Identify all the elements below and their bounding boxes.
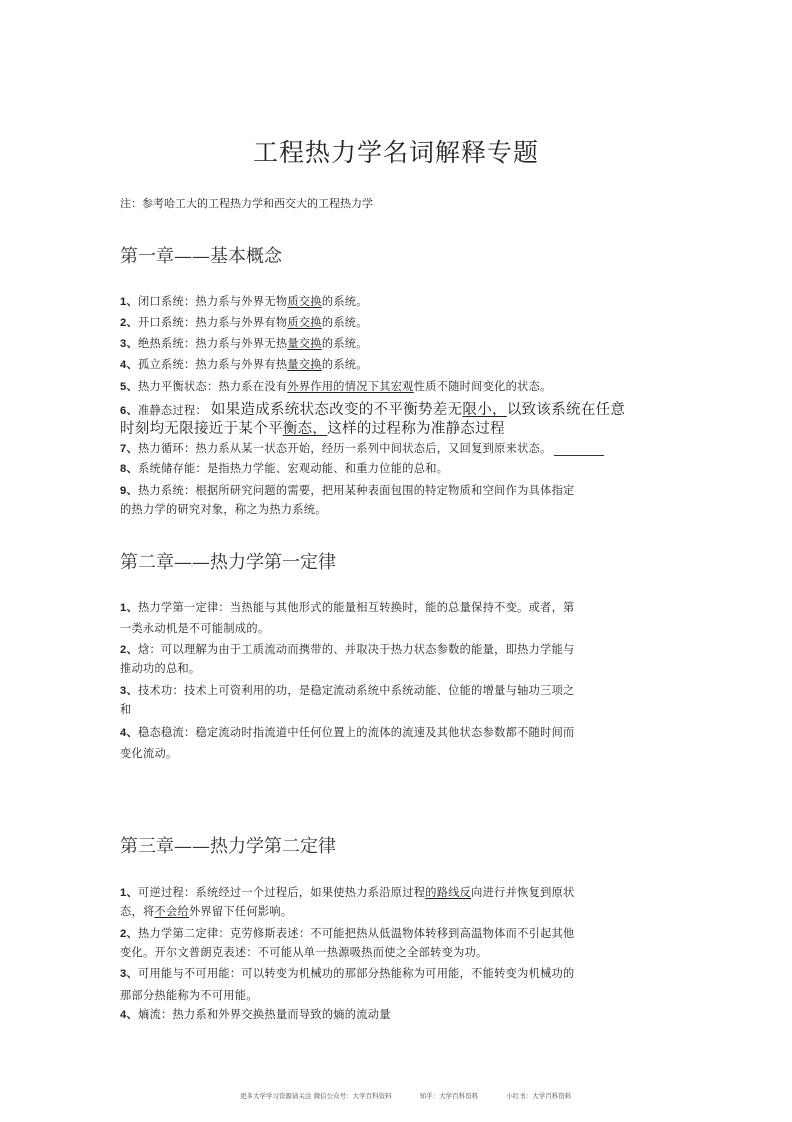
item-number: 6、 xyxy=(120,405,139,417)
definition-text: 向进行并恢复到原状 xyxy=(471,886,575,899)
definition-text: 外界留下任何影响。 xyxy=(188,905,293,918)
definition-text: 技术功：技术上可资利用的功，是稳定流动系统中系统动能、位能的增量与轴功三项之 xyxy=(138,684,575,697)
item-number: 1、 xyxy=(120,602,139,614)
definition-line xyxy=(120,884,575,900)
definition-line xyxy=(120,903,292,919)
page-footer xyxy=(240,1091,597,1100)
definition-text: 系统储存能：是指热力学能、宏观动能、和重力位能的总和。 xyxy=(138,462,449,475)
definition-line xyxy=(120,682,575,698)
definition-text: 可用能与不可用能：可以转变为机械功的那部分热能称为可用能，不能转变为机械功的 xyxy=(138,967,575,980)
underlined-text: 限小， xyxy=(462,402,507,418)
definition-line xyxy=(120,1006,391,1022)
definition-line xyxy=(120,745,177,761)
definition-text: 开口系统：热力系与外界有物 xyxy=(138,316,288,329)
item-number: 2、 xyxy=(120,317,139,329)
definition-text: 以致该系统在任意 xyxy=(506,402,626,418)
definition-text: 时刻均无限接近于某个平 xyxy=(120,421,283,437)
underlined-text: 外界作用的情况下其宏观 xyxy=(287,380,414,393)
definition-line xyxy=(120,293,368,309)
footer-zhihu: 知乎：大学百科资料 xyxy=(419,1092,479,1100)
definition-text: 的热力学的研究对象，称之为热力系统。 xyxy=(120,503,327,516)
item-number: 2、 xyxy=(120,928,139,940)
definition-line xyxy=(120,724,575,740)
definition-line xyxy=(120,501,327,517)
definition-text: 态，将 xyxy=(120,905,155,918)
definition-line xyxy=(120,965,575,981)
definition-text: 绝热系统：热力系与外界无热 xyxy=(138,337,288,350)
definition-text: 性质不随时间变化的状态。 xyxy=(413,380,552,393)
underlined-text: 量交换 xyxy=(287,337,322,350)
item-number: 4、 xyxy=(120,1009,139,1021)
definition-text: 的系统。 xyxy=(321,316,368,329)
chapter-heading: 第三章——热力学第二定律 xyxy=(120,836,336,857)
item-number: 1、 xyxy=(120,296,139,308)
definition-text: 一类永动机是不可能制成的。 xyxy=(120,622,270,635)
definition-text: 准静态过程： xyxy=(138,404,211,417)
definition-line xyxy=(120,378,552,394)
definition-text: 闭口系统：热力系与外界无物 xyxy=(138,295,288,308)
item-number: 9、 xyxy=(120,485,139,497)
definition-text: 推动功的总和。 xyxy=(120,662,201,675)
definition-text: 如果造成系统状态改变的不平衡势差无 xyxy=(210,402,463,418)
underlined-text: 质交换 xyxy=(287,295,322,308)
definition-line xyxy=(120,482,575,498)
definition-text: 热力学第一定律：当热能与其他形式的能量相互转换时，能的总量保持不变。或者，第 xyxy=(138,601,575,614)
definition-text: 这样的过程称为准静态过程 xyxy=(327,421,505,437)
trailing-underline xyxy=(554,454,604,456)
underlined-text: 量交换 xyxy=(287,358,322,371)
definition-line xyxy=(120,620,269,636)
definition-text: 孤立系统：热力系与外界有热 xyxy=(138,358,288,371)
footer-wechat: 更多大学学习资源请关注 微信公众号：大学百科资料 xyxy=(240,1092,392,1100)
definition-text: 那部分热能称为不可用能。 xyxy=(120,989,258,1002)
definition-line xyxy=(120,460,448,476)
definition-text: 的系统。 xyxy=(321,337,368,350)
definition-line xyxy=(120,925,575,941)
definition-text: 的系统。 xyxy=(321,358,368,371)
item-number: 3、 xyxy=(120,685,139,697)
definition-text: 热力平衡状态：热力系在没有 xyxy=(138,380,288,393)
definition-text: 热力循环：热力系从某一状态开始，经历一系列中间状态后，又回复到原来状态。 xyxy=(138,442,552,455)
chapter-heading: 第一章——基本概念 xyxy=(120,246,282,267)
definition-text: 稳态稳流：稳定流动时指流道中任何位置上的流体的流速及其他状态参数都不随时间而 xyxy=(138,726,575,739)
definition-text: 和 xyxy=(120,703,132,716)
item-number: 3、 xyxy=(120,968,139,980)
definition-line xyxy=(120,660,200,676)
definition-text: 焓：可以理解为由于工质流动而携带的、并取决于热力状态参数的能量，即热力学能与 xyxy=(138,643,575,656)
item-number: 2、 xyxy=(120,644,139,656)
definition-line xyxy=(120,701,132,717)
definition-text: 的系统。 xyxy=(321,295,368,308)
reference-note: 注：参考哈工大的工程热力学和西交大的工程热力学 xyxy=(120,197,373,210)
footer-xiaohongshu: 小红书：大学百科资料 xyxy=(506,1092,572,1100)
item-number: 1、 xyxy=(120,887,139,899)
definition-line xyxy=(120,440,604,456)
definition-line xyxy=(120,314,368,330)
definition-text: 变化。开尔文普朗克表述：不可能从单一热源吸热而使之全部转变为功。 xyxy=(120,946,488,959)
definition-line xyxy=(120,641,575,657)
definition-text: 变化流动。 xyxy=(120,747,178,760)
underlined-text: 质交换 xyxy=(287,316,322,329)
underlined-text: 的路线反 xyxy=(425,886,472,899)
definition-line xyxy=(120,987,258,1003)
document-title: 工程热力学名词解释专题 xyxy=(252,138,539,167)
underlined-text: 衡态， xyxy=(282,421,328,437)
chapter-heading: 第二章——热力学第一定律 xyxy=(120,552,336,573)
definition-text: 热力学第二定律：克劳修斯表述：不可能把热从低温物体转移到高温物体而不引起其他 xyxy=(138,927,575,940)
definition-line xyxy=(120,944,488,960)
definition-text: 可逆过程：系统经过一个过程后，如果使热力系沿原过程 xyxy=(138,886,426,899)
definition-line xyxy=(120,599,575,615)
item-number: 4、 xyxy=(120,359,139,371)
item-number: 4、 xyxy=(120,727,139,739)
definition-line xyxy=(120,398,625,419)
item-number: 3、 xyxy=(120,338,139,350)
definition-line xyxy=(120,356,368,372)
definition-line xyxy=(120,417,505,438)
item-number: 8、 xyxy=(120,463,139,475)
definition-text: 热力系统：根据所研究问题的需要，把用某种表面包围的特定物质和空间作为具体指定 xyxy=(138,484,575,497)
underlined-text: 不会给 xyxy=(154,905,189,918)
item-number: 7、 xyxy=(120,443,139,455)
definition-text: 熵流：热力系和外界交换热量而导致的熵的流动量 xyxy=(138,1008,391,1021)
definition-line xyxy=(120,335,368,351)
item-number: 5、 xyxy=(120,381,139,393)
